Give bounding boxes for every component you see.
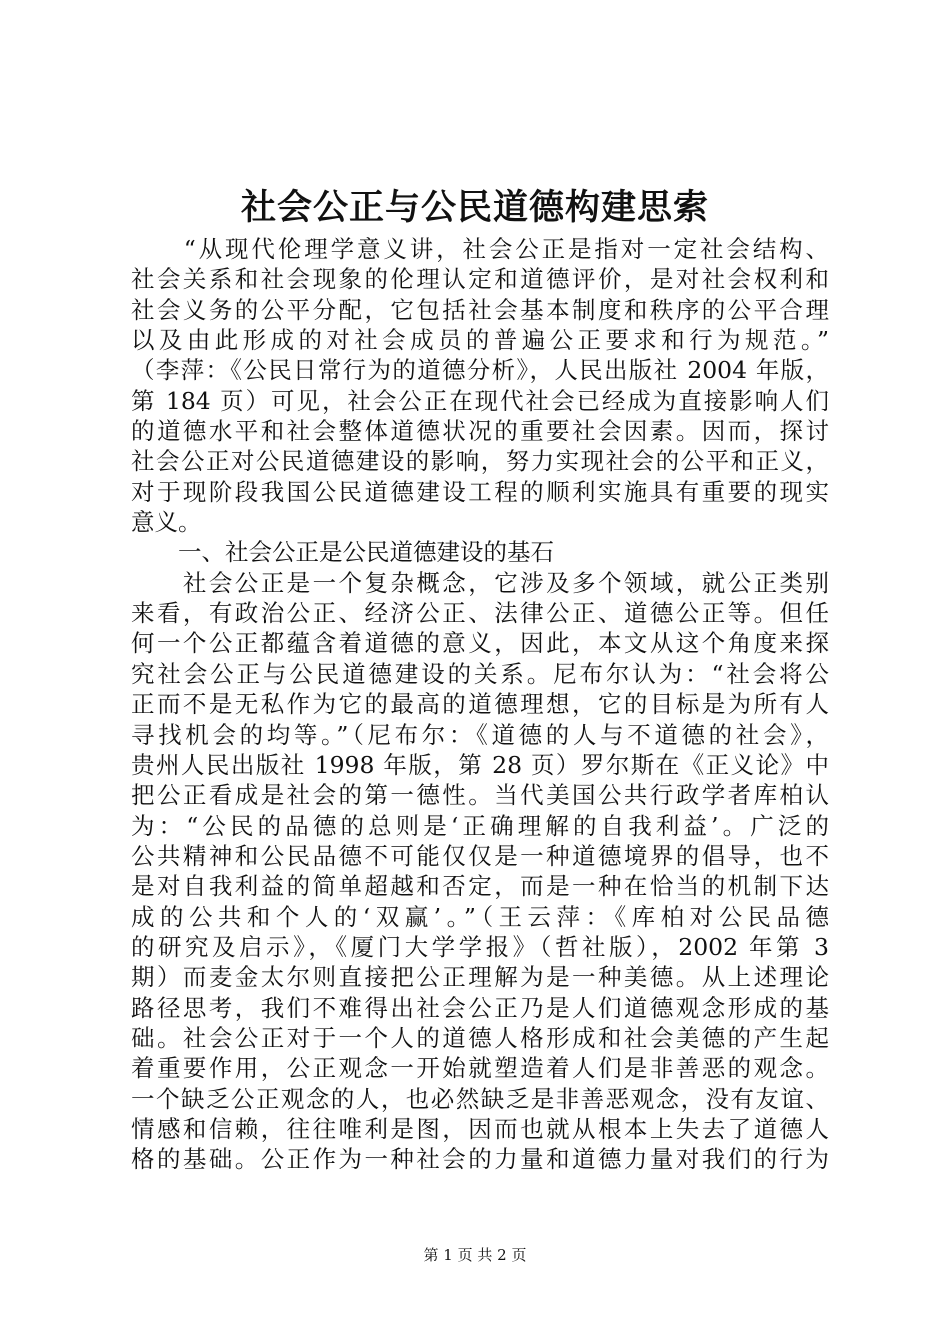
text-line: 格的基础。公正作为一种社会的力量和道德力量对我们的行为 <box>131 1145 829 1174</box>
text-line: 把公正看成是社会的第一德性。当代美国公共行政学者库柏认 <box>131 781 829 810</box>
text-line: 着重要作用，公正观念一开始就塑造着人们是非善恶的观念。 <box>131 1054 829 1083</box>
text-line: 一、社会公正是公民道德建设的基石 <box>131 538 554 567</box>
text-line: 社会关系和社会现象的伦理认定和道德评价，是对社会权利和 <box>131 265 829 294</box>
text-line: 社会义务的公平分配，它包括社会基本制度和秩序的公平合理 <box>131 295 829 324</box>
text-line: 础。社会公正对于一个人的道德人格形成和社会美德的产生起 <box>131 1023 829 1052</box>
document-body <box>131 234 829 1175</box>
text-line: 贵州人民出版社 1998 年版，第 28 页）罗尔斯在《正义论》中 <box>131 750 829 779</box>
text-line: “从现代伦理学意义讲，社会公正是指对一定社会结构、 <box>131 235 829 263</box>
text-line: 社会公正是一个复杂概念，它涉及多个领域，就公正类别 <box>131 568 829 597</box>
page-footer: 第 1 页 共 2 页 <box>423 1246 527 1264</box>
text-line: 是对自我利益的简单超越和否定，而是一种在恰当的机制下达 <box>131 872 829 901</box>
text-line: 第 184 页）可见，社会公正在现代社会已经成为直接影响人们 <box>131 386 829 415</box>
text-line: 的研究及启示》，《厦门大学学报》（哲社版），2002 年第 3 <box>131 932 829 961</box>
text-line: 寻找机会的均等。”（尼布尔：《道德的人与不道德的社会》， <box>131 720 829 749</box>
text-line: 社会公正对公民道德建设的影响，努力实现社会的公平和正义， <box>131 447 829 476</box>
document-title: 社会公正与公民道德构建思索 <box>240 187 709 228</box>
text-line: 正而不是无私作为它的最高的道德理想，它的目标是为所有人 <box>131 690 829 719</box>
text-line: 公共精神和公民品德不可能仅仅是一种道德境界的倡导，也不 <box>131 841 829 870</box>
text-line: 对于现阶段我国公民道德建设工程的顺利实施具有重要的现实 <box>131 477 829 506</box>
text-line: （李萍：《公民日常行为的道德分析》，人民出版社 2004 年版， <box>131 356 829 385</box>
text-line: 情感和信赖，往往唯利是图，因而也就从根本上失去了道德人 <box>131 1114 829 1143</box>
text-line: 以及由此形成的对社会成员的普遍公正要求和行为规范。” <box>131 326 829 355</box>
text-line: 的道德水平和社会整体道德状况的重要社会因素。因而，探讨 <box>131 417 829 446</box>
text-line: 何一个公正都蕴含着道德的意义，因此，本文从这个角度来探 <box>131 629 829 658</box>
text-line: 期）而麦金太尔则直接把公正理解为是一种美德。从上述理论 <box>131 963 829 992</box>
text-line: 成的公共和个人的‘双赢’。”（王云萍：《库柏对公民品德 <box>131 902 829 931</box>
text-line: 一个缺乏公正观念的人，也必然缺乏是非善恶观念，没有友谊、 <box>131 1084 829 1113</box>
text-line: 为：“公民的品德的总则是‘正确理解的自我利益’。广泛的 <box>131 811 829 840</box>
text-line: 究社会公正与公民道德建设的关系。尼布尔认为：“社会将公 <box>131 659 829 688</box>
text-line: 路径思考，我们不难得出社会公正乃是人们道德观念形成的基 <box>131 993 829 1022</box>
text-line: 来看，有政治公正、经济公正、法律公正、道德公正等。但任 <box>131 599 829 628</box>
text-line: 意义。 <box>131 508 202 537</box>
